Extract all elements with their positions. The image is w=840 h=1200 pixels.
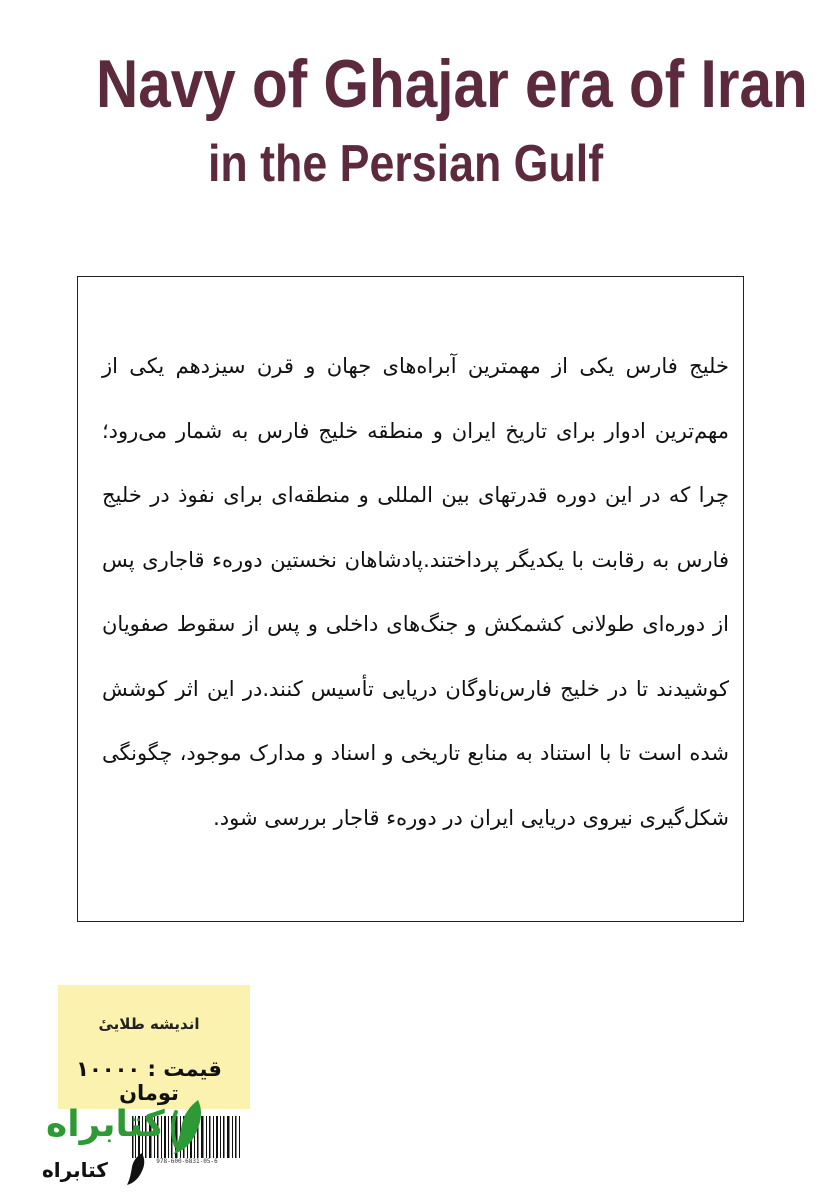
publisher-name: اندیشه طلاییٔ (98, 1015, 200, 1033)
leaf-small-icon (124, 1152, 146, 1186)
barcode-number: 978-600-6831-05-6 (156, 1158, 218, 1165)
price-label: قیمت : ۱۰۰۰۰ تومان (76, 1057, 222, 1105)
watermark-text: کتابراه (46, 1104, 165, 1145)
leaf-icon (168, 1098, 204, 1156)
description-box (77, 276, 744, 922)
watermark-small (42, 1150, 152, 1190)
watermark-small-text: کتابراه (42, 1158, 108, 1182)
title-line-2: in the Persian Gulf (208, 135, 604, 193)
price-tag (58, 985, 250, 1109)
description-text: خلیج فارس یکی از مهمترین آبراه‌های جهان و قرن سیزدهم یکی از مهم‌ترین ادوار برای تاریخ ایران و منطقه خلیج فارس به شمار می‌رود؛ چرا که در این دوره قدرتهای بین المللی و منطقه‌ای برای نفوذ در خلیج فارس به رقابت با یکدیگر پرداختند.پادشاهان نخستین دوره‌ء قاجاری پس از دوره‌ای طولانی کشمکش و جنگ‌های داخلی و پس از سقوط صفویان کوشیدند تا در خلیج فارس‌ناوگان دریایی تأسیس کنند.در این اثر کوشش شده است تا با استناد به منابع تاریخی و اسناد و مدارک موجود، چگونگی شکل‌گیری نیروی دریایی ایران در دوره‌ء قاجار بررسی شود. (102, 354, 729, 830)
title-line-1: Navy of Ghajar era of Iran (96, 46, 808, 122)
